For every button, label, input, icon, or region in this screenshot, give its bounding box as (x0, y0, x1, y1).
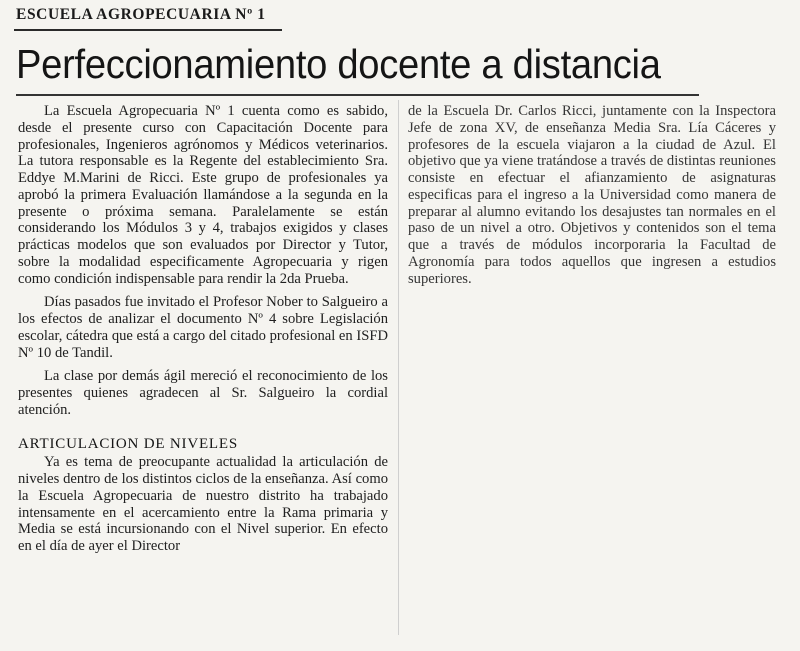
paragraph: de la Escuela Dr. Carlos Ricci, juntamente con la Inspectora Jefe de zona XV, de enseñanza Media Sra. Lía Cáceres y profesores de la escuela viajaron a la ciudad de Azul. El objetivo que ya viene tratándose a través de distintas reuniones consiste en efectuar el afianzamiento de asignaturas especificas para el ingreso a la Universidad como manera de preparar al alumno evitando los desajustes tan normales en el paso de un nivel a otro. Objetivos y contenidos son el tema que a través de módulos incorporaria la Facultad de Agronomía para todos aquellos que ingresen a estudios superiores. (408, 103, 776, 287)
headline-underline (16, 94, 699, 96)
paragraph: La clase por demás ágil mereció el reconocimiento de los presentes quienes agradecen al Sr. Salgueiro la cordial atención. (18, 368, 388, 418)
paragraph: Días pasados fue invitado el Profesor Nober to Salgueiro a los efectos de analizar el documento Nº 4 sobre Legislación escolar, cátedra que está a cargo del citado profesional en ISFD Nº 10 de Tandil. (18, 294, 388, 361)
kicker-underline (14, 29, 282, 31)
paragraph: Ya es tema de preocupante actualidad la articulación de niveles dentro de los distintos ciclos de la enseñanza. Así como la Escuela Agropecuaria de nuestro distrito ha trabajado intensamente en el acercamiento entre la Rama primaria y Media se está incursionando con el Nivel superior. En efecto en el día de ayer el Director (18, 454, 388, 554)
paragraph: La Escuela Agropecuaria Nº 1 cuenta como es sabido, desde el presente curso con Capacitación Docente para profesionales, Ingenieros agrónomos y Médicos veterinarios. La tutora responsable es la Regente del establecimiento Sra. Eddye M.Marini de Ricci. Este grupo de profesionales ya aprobó la primera Evaluación llamándose a la segunda en la presente o próxima semana. Paralelamente se están considerando los Módulos 3 y 4, trabajos exigidos y clases prácticas modelos que son evaluados por Director y Tutor, sobre la modalidad especificamente Agropecuaria y rigen como condición indispensable para rendir la 2da Prueba. (18, 103, 388, 287)
headline: Perfeccionamiento docente a distancia (16, 41, 661, 87)
column-divider (398, 100, 399, 635)
subheading: ARTICULACION DE NIVELES (18, 435, 238, 452)
right-column (408, 103, 776, 294)
section-kicker: ESCUELA AGROPECUARIA Nº 1 (16, 6, 266, 23)
left-column (18, 103, 388, 562)
